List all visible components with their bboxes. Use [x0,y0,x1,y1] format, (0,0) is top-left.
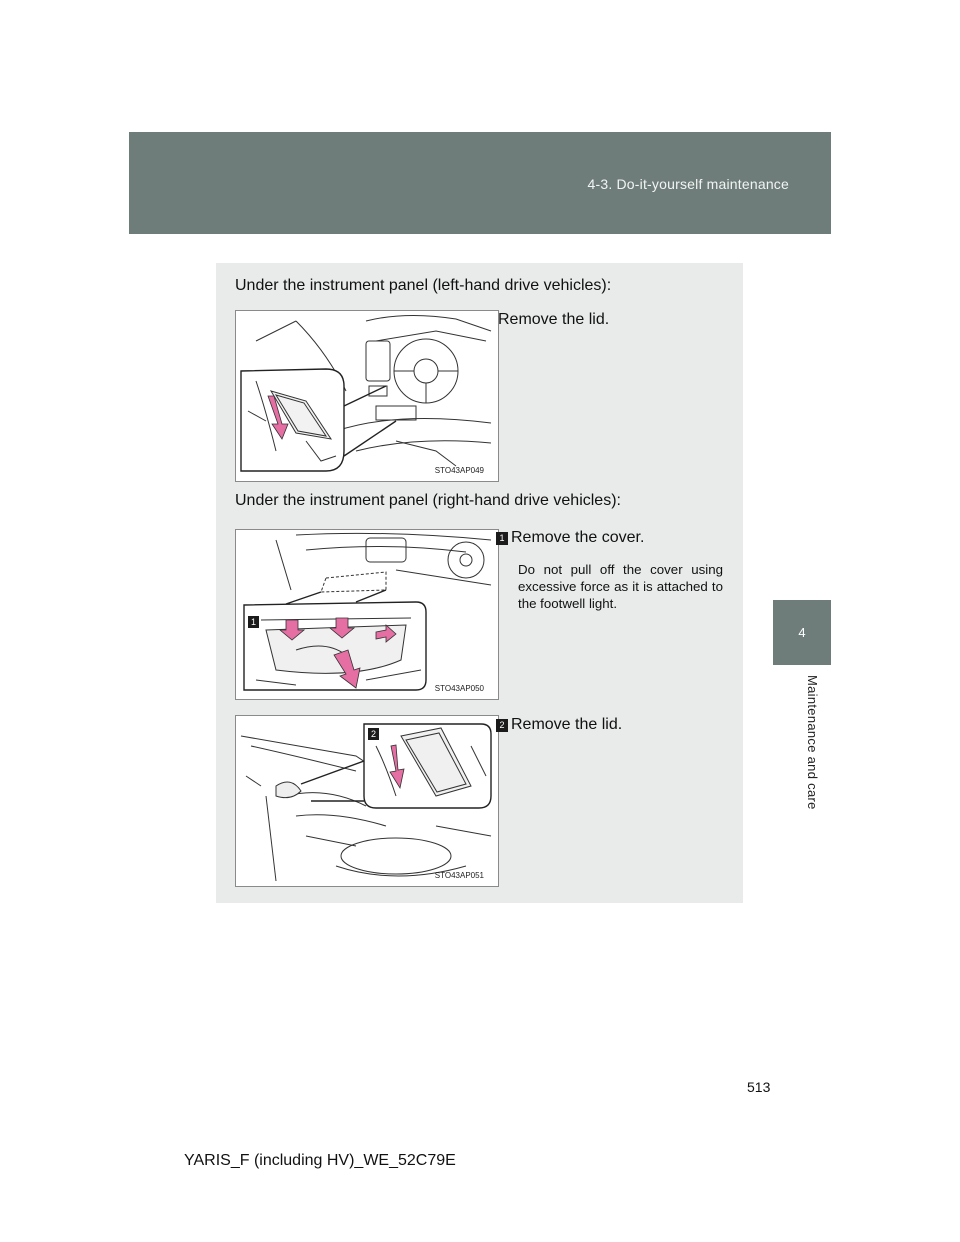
lhd-heading: Under the instrument panel (left-hand drive vehicles): [235,277,612,294]
lhd-illustration [236,311,498,481]
page-number: 513 [747,1079,771,1095]
section-title: 4-3. Do-it-yourself maintenance [587,176,789,192]
rhd-cover-figure-code: STO43AP050 [434,684,484,693]
figure-badge-label: 2 [370,729,377,739]
rhd-step-2 [496,716,622,734]
rhd-step-2-text: Remove the lid. [511,716,623,733]
rhd-step-1-text: Remove the cover. [511,529,645,546]
header-band [129,132,831,234]
lhd-figure-code: STO43AP049 [434,466,484,475]
document-id: YARIS_F (including HV)_WE_52C79E [184,1152,456,1169]
lhd-step: Remove the lid. [498,311,610,328]
chapter-label: Maintenance and care [805,675,820,810]
rhd-lid-figure-code: STO43AP051 [434,871,484,880]
rhd-cover-illustration [236,530,498,699]
step-badge-1: 1 [496,532,508,545]
figure-badge-label: 1 [250,617,257,627]
rhd-step-1-note: Do not pull off the cover using excessive force as it is attached to the footwell light. [518,562,723,611]
lhd-figure [235,310,499,482]
rhd-lid-illustration [236,716,498,886]
rhd-cover-figure [235,529,499,700]
rhd-lid-figure [235,715,499,887]
chapter-tab [773,600,831,665]
chapter-number: 4 [798,625,806,640]
step-badge-2: 2 [496,719,508,732]
rhd-step-1 [496,529,644,547]
content-panel [216,263,743,903]
rhd-heading: Under the instrument panel (right-hand drive vehicles): [235,492,621,509]
